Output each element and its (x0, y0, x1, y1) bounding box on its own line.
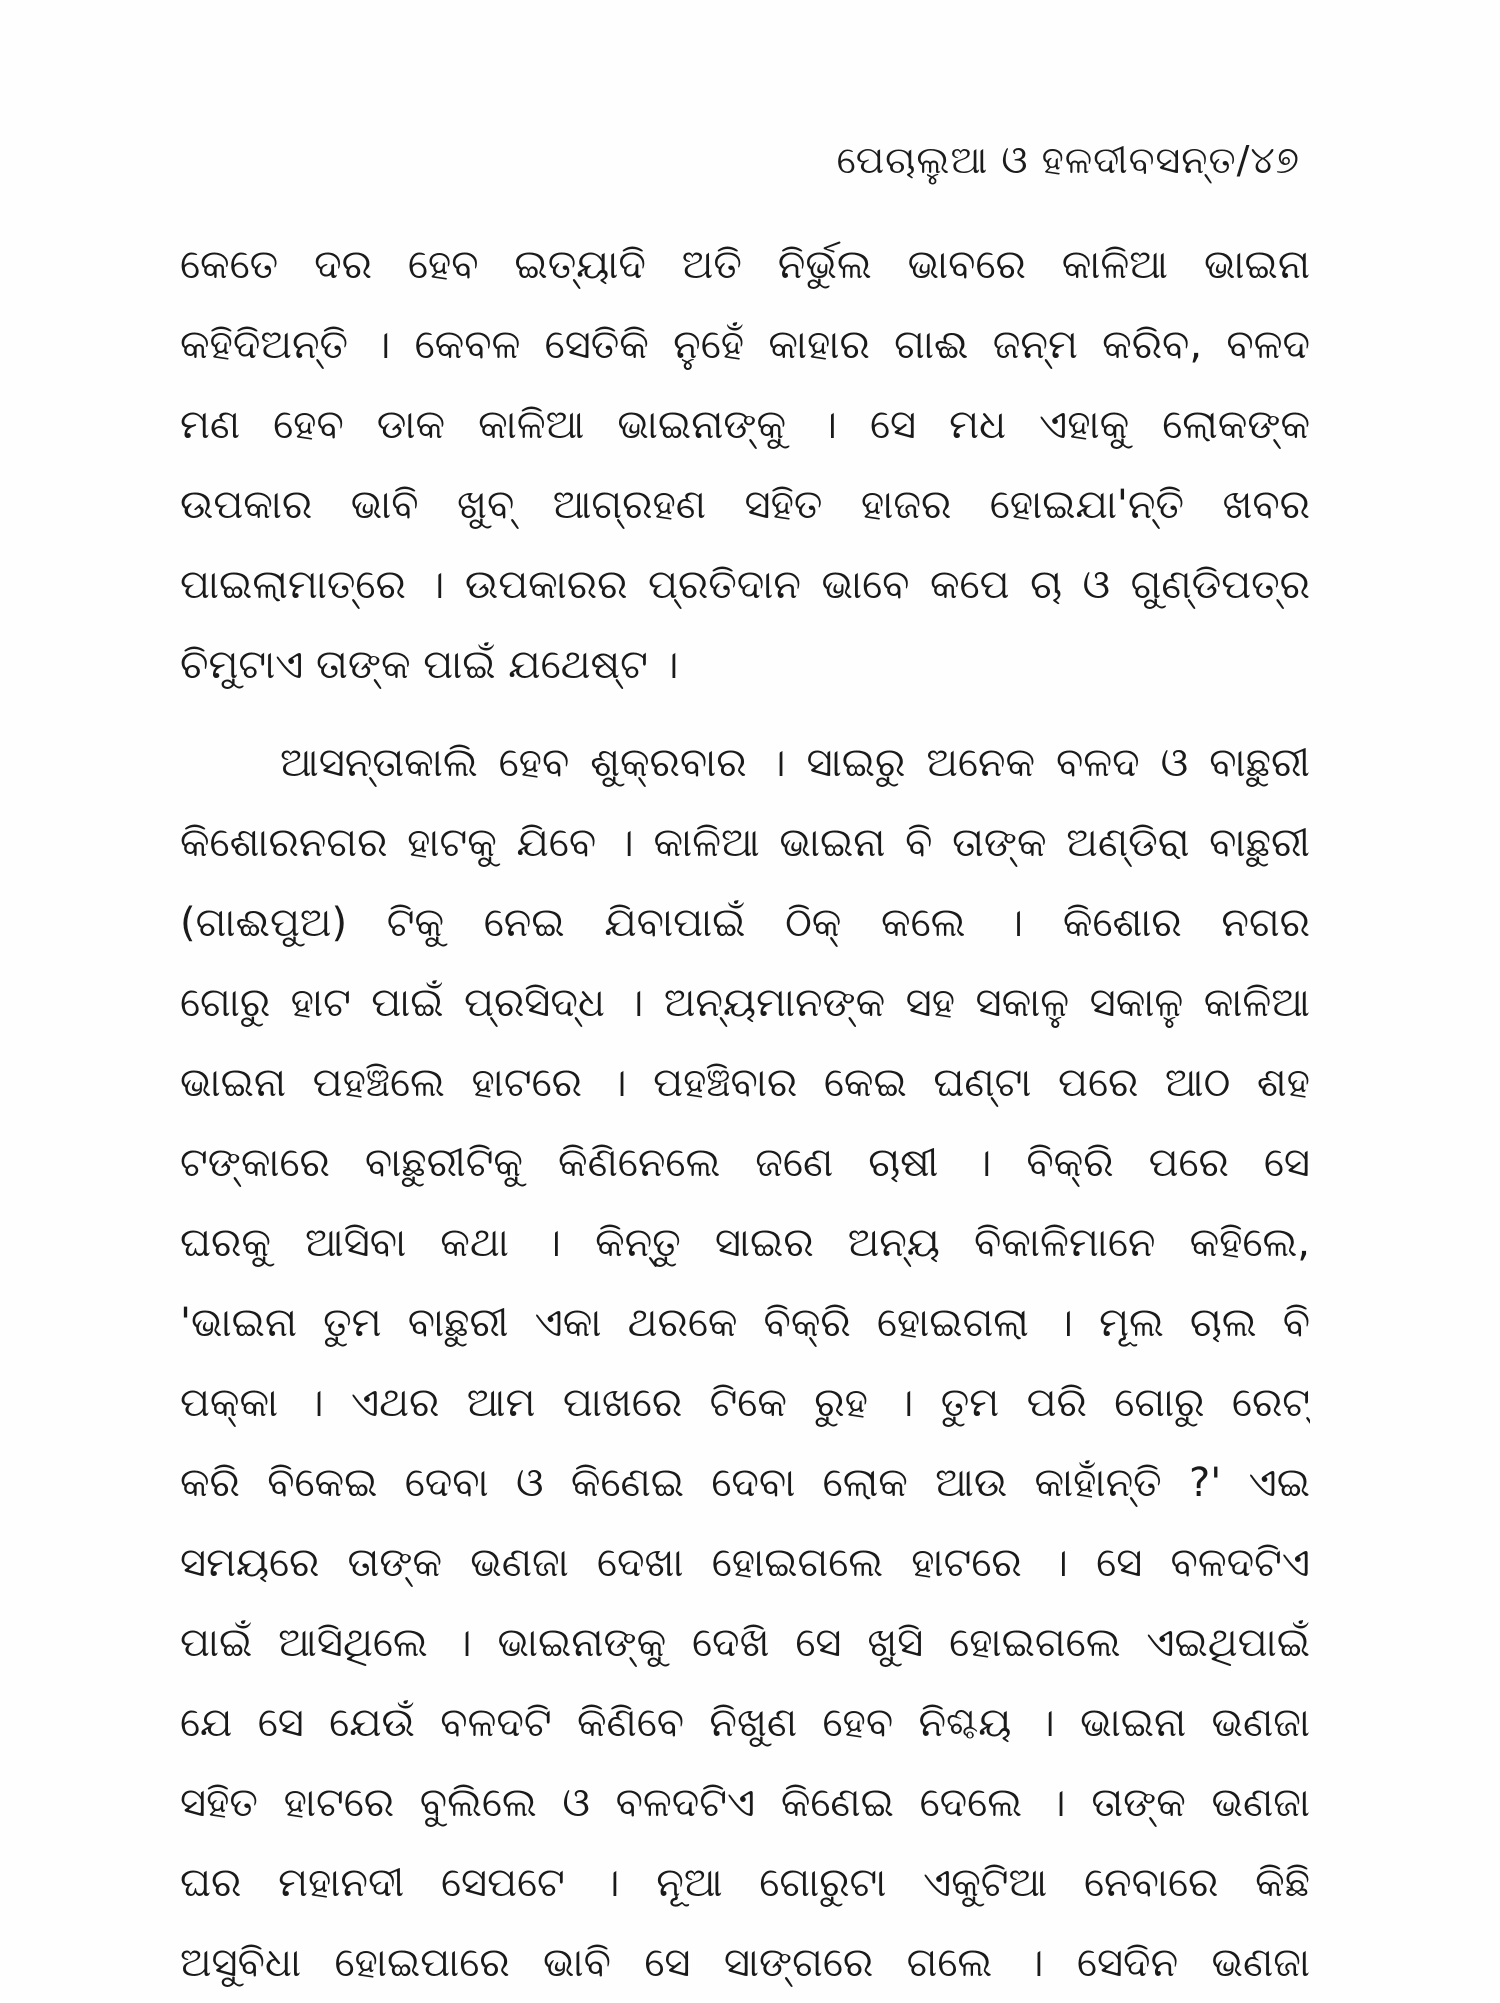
text-line: ସହିତ ହାଟରେ ବୁଲିଲେ ଓ ବଳଦଟିଏ କିଣେଇ ଦେଲେ । ତାଙ୍କ ଭଣଜା (180, 1780, 1310, 1826)
text-line: (ଗାଈପୁଅ) ଟିକୁ ନେଇ ଯିବାପାଇଁ ଠିକ୍ କଲେ । କିଶୋର ନଗର (180, 900, 1310, 946)
paragraph-1 (180, 225, 1310, 705)
text-line: ଘର ମହାନଦୀ ସେପଟେ । ନୂଆ ଗୋରୁଟା ଏକୁଟିଆ ନେବାରେ କିଛି (180, 1860, 1310, 1906)
text-line: ଆସନ୍ତାକାଲି ହେବ ଶୁକ୍ରବାର । ସାଇରୁ ଅନେକ ବଳଦ ଓ ବାଛୁରୀ (280, 740, 1310, 786)
text-line: ମଣ ହେବ ଡାକ କାଳିଆ ଭାଇନାଙ୍କୁ । ସେ ମଧ ଏହାକୁ ଲୋକଙ୍କ (180, 402, 1310, 448)
text-line: କହିଦିଅନ୍ତି । କେବଳ ସେତିକି ନୁହେଁ କାହାର ଗାଈ ଜନ୍ମ କରିବ, ବଳଦ (180, 322, 1310, 368)
running-header: ପେଚାଲୁଆ ଓ ହଳଦୀବସନ୍ତ/୪୭ (836, 138, 1300, 182)
paragraph-2 (180, 723, 1310, 2003)
text-line: କିଶୋରନଗର ହାଟକୁ ଯିବେ । କାଳିଆ ଭାଇନା ବି ତାଙ୍କ ଅଣ୍ଡିରା ବାଛୁରୀ (180, 820, 1310, 866)
text-line: ପକ୍କା । ଏଥର ଆମ ପାଖରେ ଟିକେ ରୁହ । ତୁମ ପରି ଗୋରୁ ରେଟ୍ (180, 1380, 1310, 1426)
text-line: ଯେ ସେ ଯେଉଁ ବଳଦଟି କିଣିବେ ନିଖୁଣ ହେବ ନିଶ୍ଚୟ । ଭାଇନା ଭଣଜା (180, 1700, 1310, 1746)
body-text (180, 225, 1310, 2003)
text-line: କରି ବିକେଇ ଦେବା ଓ କିଣେଇ ଦେବା ଲୋକ ଆଉ କାହାଁନ୍ତି ?' ଏଇ (180, 1460, 1310, 1506)
text-line: ସମୟରେ ତାଙ୍କ ଭଣଜା ଦେଖା ହୋଇଗଲେ ହାଟରେ । ସେ ବଳଦଟିଏ (180, 1540, 1310, 1586)
text-line: କେତେ ଦର ହେବ ଇତ୍ୟାଦି ଅତି ନିର୍ଭୁଲ ଭାବରେ କାଳିଆ ଭାଇନା (180, 242, 1310, 288)
text-line: 'ଭାଇନା ତୁମ ବାଛୁରୀ ଏକା ଥରକେ ବିକ୍ରି ହୋଇଗଲା । ମୂଲ ଚାଲ ବି (180, 1300, 1310, 1346)
text-line: ପାଇଲାମାତ୍ରେ । ଉପକାରର ପ୍ରତିଦାନ ଭାବେ କପେ ଚା ଓ ଗୁଣ୍ଡିପତ୍ର (180, 562, 1310, 608)
text-line: ଗୋରୁ ହାଟ ପାଇଁ ପ୍ରସିଦ୍ଧ । ଅନ୍ୟମାନଙ୍କ ସହ ସକାଳୁ ସକାଳୁ କାଳିଆ (180, 980, 1310, 1026)
text-line: ଭାଇନା ପହଞ୍ଚିଲେ ହାଟରେ । ପହଞ୍ଚିବାର କେଇ ଘଣ୍ଟା ପରେ ଆଠ ଶହ (180, 1060, 1310, 1106)
text-line: ଘରକୁ ଆସିବା କଥା । କିନ୍ତୁ ସାଇର ଅନ୍ୟ ବିକାଳିମାନେ କହିଲେ, (180, 1220, 1310, 1266)
text-line: ଟଙ୍କାରେ ବାଛୁରୀଟିକୁ କିଣିନେଲେ ଜଣେ ଚାଷୀ । ବିକ୍ରି ପରେ ସେ (180, 1140, 1310, 1186)
text-line: ପାଇଁ ଆସିଥିଲେ । ଭାଇନାଙ୍କୁ ଦେଖି ସେ ଖୁସି ହୋଇଗଲେ ଏଇଥିପାଇଁ (180, 1620, 1310, 1666)
text-line: ଚିମୁଟାଏ ତାଙ୍କ ପାଇଁ ଯଥେଷ୍ଟ । (180, 642, 679, 688)
paragraph-gap (180, 705, 1310, 723)
text-line: ଉପକାର ଭାବି ଖୁବ୍ ଆଗ୍ରହଣ ସହିତ ହାଜର ହୋଇଯା'ନ୍ତି ଖବର (180, 482, 1310, 528)
text-line: ଅସୁବିଧା ହୋଇପାରେ ଭାବି ସେ ସାଙ୍ଗରେ ଗଲେ । ସେଦିନ ଭଣଜା (180, 1940, 1310, 1986)
